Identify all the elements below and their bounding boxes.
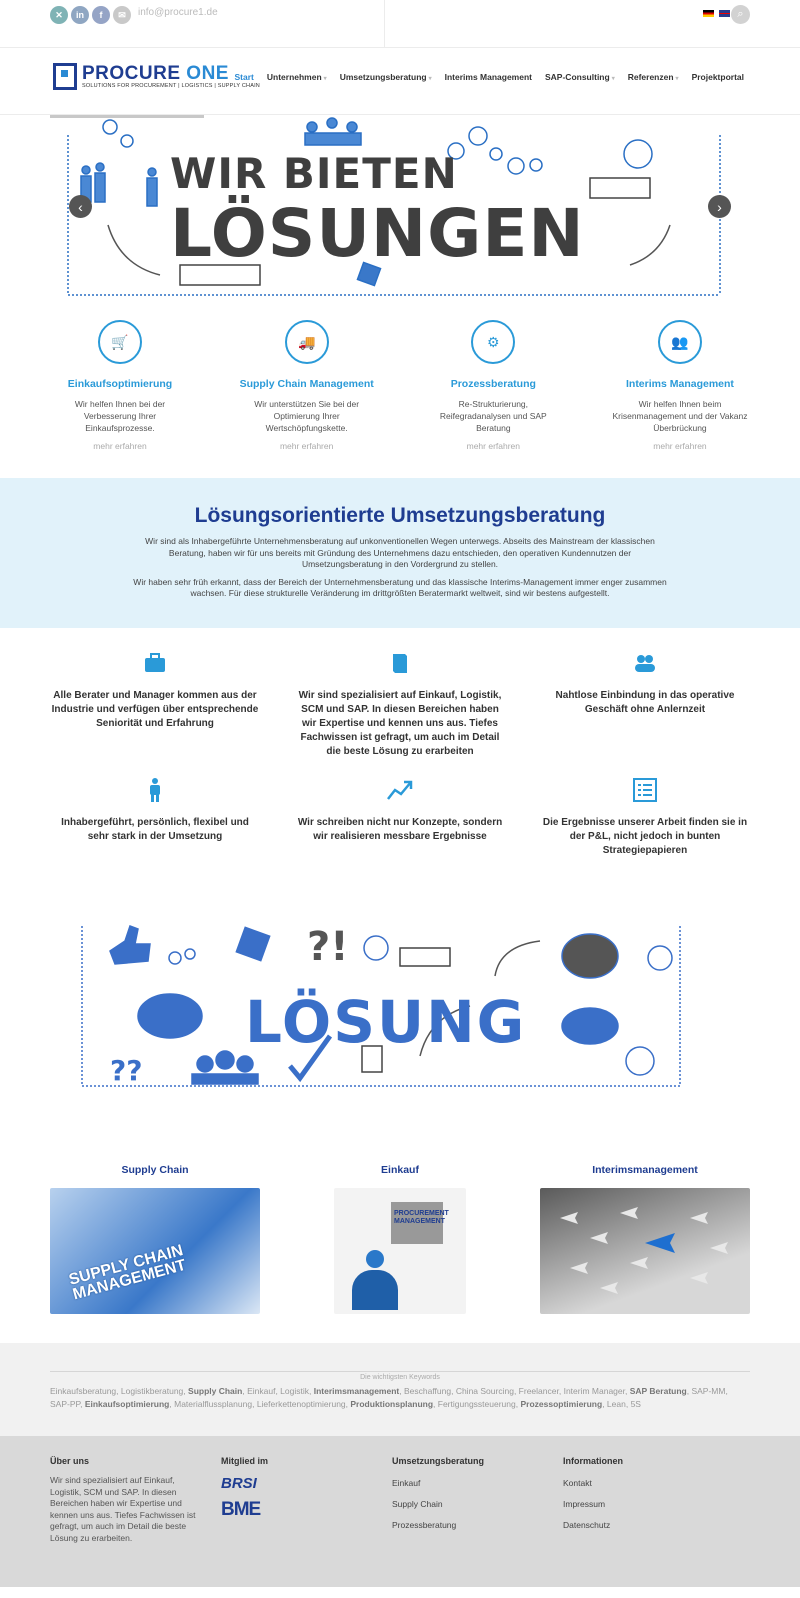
benefit-text: Wir schreiben nicht nur Konzepte, sondern wir realisieren messbare Ergebnisse bbox=[297, 817, 503, 842]
footer-member bbox=[221, 1456, 392, 1544]
solution-illustration bbox=[0, 896, 800, 1136]
solution-illustration-word: LÖSUNG bbox=[245, 988, 527, 1056]
person-body bbox=[352, 1270, 398, 1310]
cart-icon[interactable]: 🛒 bbox=[98, 320, 142, 364]
category-interimsmanagement[interactable] bbox=[540, 1164, 750, 1314]
keyword-link[interactable]: Interimsmanagement bbox=[313, 1386, 400, 1396]
logo-text: PROCURE ONE bbox=[82, 62, 229, 84]
footer-link-impressum[interactable]: Impressum bbox=[563, 1499, 606, 1509]
hero-title-line1: WIR BIETEN bbox=[170, 149, 458, 198]
keyword-link[interactable]: Lieferkettenoptimierung bbox=[256, 1398, 346, 1409]
briefcase-icon bbox=[50, 650, 260, 676]
chevron-down-icon: ▾ bbox=[323, 76, 327, 82]
feature-title[interactable]: Einkaufsoptimierung bbox=[67, 378, 173, 390]
hero-title-line2: LÖSUNGEN bbox=[170, 195, 585, 272]
gears-icon[interactable]: ⚙ bbox=[471, 320, 515, 364]
nav-start[interactable]: Start bbox=[234, 72, 254, 82]
mail-icon[interactable]: ✉ bbox=[113, 6, 131, 24]
footer-consulting-title: Umsetzungsberatung bbox=[392, 1456, 485, 1466]
keywords-section bbox=[0, 1343, 800, 1436]
keyword-link[interactable]: Prozessoptimierung bbox=[520, 1398, 603, 1409]
intro-band bbox=[0, 478, 800, 628]
feature-supply-chain bbox=[237, 320, 377, 451]
features-section bbox=[0, 310, 800, 478]
benefit-item bbox=[50, 777, 260, 858]
search-icon[interactable]: ⌕ bbox=[731, 5, 750, 24]
linkedin-icon[interactable]: in bbox=[71, 6, 89, 24]
bme-logo[interactable]: BME bbox=[221, 1499, 261, 1520]
keyword-link[interactable]: SAP-MM bbox=[691, 1386, 726, 1396]
keyword-link[interactable]: Fertigungssteuerung bbox=[437, 1398, 516, 1409]
keyword-link[interactable]: 5S bbox=[630, 1398, 641, 1409]
feature-title[interactable]: Supply Chain Management bbox=[239, 378, 374, 390]
keywords-heading: Die wichtigsten Keywords bbox=[50, 1366, 750, 1376]
footer-member-title: Mitglied im bbox=[221, 1456, 268, 1466]
team-icon bbox=[540, 650, 750, 676]
feature-desc: Re-Strukturierung, Reifegradanalysen und SAP Beratung bbox=[439, 399, 547, 433]
feature-prozessberatung bbox=[423, 320, 563, 451]
logo[interactable] bbox=[53, 63, 260, 90]
keyword-link[interactable]: Logistik bbox=[280, 1386, 309, 1396]
supply-chain-image[interactable] bbox=[50, 1188, 260, 1314]
footer-about-text: Wir sind spezialisiert auf Einkauf, Logistik, SCM und SAP. In diesen Bereichen haben wir Expertise und kennen uns aus. Tiefes Fachwissen ist gefragt, um auch im Detail die beste Lösung zu erarbeiten. bbox=[50, 1475, 196, 1543]
nav-interims-management[interactable]: Interims Management bbox=[444, 72, 532, 82]
hero-slider bbox=[0, 115, 800, 310]
truck-icon[interactable]: 🚚 bbox=[285, 320, 329, 364]
supply-chain-image-text: SUPPLY CHAIN MANAGEMENT bbox=[67, 1242, 188, 1304]
facebook-icon[interactable]: f bbox=[92, 6, 110, 24]
category-einkauf[interactable] bbox=[334, 1164, 466, 1314]
users-icon[interactable]: 👥 bbox=[658, 320, 702, 364]
keyword-link[interactable]: Logistikberatung bbox=[120, 1386, 184, 1396]
nav-unternehmen[interactable]: Unternehmen ▾ bbox=[266, 72, 327, 82]
chevron-down-icon: ▾ bbox=[611, 76, 615, 82]
keyword-link[interactable]: Einkaufsoptimierung bbox=[84, 1398, 170, 1409]
benefit-text: Inhabergeführt, persönlich, flexibel und sehr stark in der Umsetzung bbox=[61, 817, 249, 842]
trend-icon bbox=[295, 777, 505, 803]
svg-text:?!: ?! bbox=[307, 924, 349, 970]
slider-prev-button[interactable]: ‹ bbox=[69, 195, 92, 218]
footer-info-title: Informationen bbox=[563, 1456, 623, 1466]
category-supply-chain[interactable] bbox=[50, 1164, 260, 1314]
benefits-section bbox=[0, 628, 800, 896]
site-footer bbox=[0, 1436, 800, 1587]
feature-title[interactable]: Interims Management bbox=[625, 378, 734, 390]
feature-desc: Wir helfen Ihnen beim Krisenmanagement und der Vakanz Überbrückung bbox=[612, 399, 748, 433]
intro-paragraph-1: Wir sind als Inhabergeführte Unternehmensberatung auf unkonventionellen Wegen unterwegs. Abseits des Mainstream der klassischen Beratung, haben wir für uns bereits mit Gründung des Unternehmens dazu entschieden, den operativen Kundennutzen der Umsetzungsberatung in den Vordergrund zu stellen. bbox=[145, 536, 655, 569]
benefit-item bbox=[295, 650, 505, 759]
keyword-link[interactable]: Lean bbox=[606, 1398, 626, 1409]
svg-text:??: ?? bbox=[110, 1054, 143, 1087]
fish-swarm-graphic bbox=[540, 1188, 750, 1314]
brsi-logo[interactable]: BRSI bbox=[221, 1475, 257, 1492]
keyword-link[interactable]: SAP Beratung bbox=[629, 1386, 687, 1396]
footer-about-title: Über uns bbox=[50, 1456, 90, 1466]
feature-interims-management bbox=[610, 320, 750, 451]
feature-desc: Wir helfen Ihnen bei der Verbesserung Ihrer Einkaufsprozesse. bbox=[74, 399, 166, 433]
procurement-sign: PROCUREMENT MANAGEMENT bbox=[391, 1202, 443, 1244]
keyword-link[interactable]: Freelancer bbox=[518, 1386, 559, 1396]
feature-more-link[interactable]: mehr erfahren bbox=[466, 441, 520, 451]
english-flag-icon[interactable] bbox=[719, 10, 730, 17]
top-bar bbox=[0, 0, 800, 48]
book-icon bbox=[295, 650, 505, 676]
xing-icon[interactable]: ✕ bbox=[50, 6, 68, 24]
nav-referenzen[interactable]: Referenzen ▾ bbox=[627, 72, 679, 82]
footer-link-datenschutz[interactable]: Datenschutz bbox=[563, 1520, 611, 1530]
keyword-link[interactable]: Materialflussplanung bbox=[174, 1398, 253, 1409]
keyword-link[interactable]: Supply Chain bbox=[188, 1386, 243, 1396]
feature-more-link[interactable]: mehr erfahren bbox=[279, 441, 334, 451]
nav-sap-consulting[interactable]: SAP-Consulting ▾ bbox=[545, 72, 615, 82]
intro-title: Lösungsorientierte Umsetzungsberatung bbox=[194, 504, 606, 527]
email-link[interactable]: info@procure1.de bbox=[138, 6, 218, 18]
keyword-link[interactable]: Einkaufsberatung bbox=[50, 1386, 117, 1396]
nav-projektportal[interactable]: Projektportal bbox=[691, 72, 744, 82]
divider bbox=[384, 0, 385, 48]
feature-more-link[interactable]: mehr erfahren bbox=[653, 441, 707, 451]
logo-mark-icon bbox=[53, 63, 77, 90]
benefit-text: Die Ergebnisse unserer Arbeit finden sie in der P&L, nicht jedoch in bunten Strategiepapieren bbox=[542, 817, 748, 856]
footer-link-kontakt[interactable]: Kontakt bbox=[563, 1478, 592, 1488]
footer-link-supply-chain[interactable]: Supply Chain bbox=[392, 1499, 443, 1509]
chevron-down-icon: ▾ bbox=[675, 76, 679, 82]
feature-einkaufsoptimierung bbox=[50, 320, 190, 451]
footer-link-einkauf[interactable]: Einkauf bbox=[392, 1478, 421, 1488]
person-head bbox=[366, 1250, 384, 1268]
footer-info bbox=[563, 1456, 734, 1544]
chevron-down-icon: ▾ bbox=[428, 76, 432, 82]
german-flag-icon[interactable] bbox=[703, 10, 714, 17]
intro-paragraph-2: Wir haben sehr früh erkannt, dass der Bereich der Unternehmensberatung und das klassische Interims-Management immer enger zusammen wachsen. Für diese strukturelle Veränderung im drittgrößten Beratermarkt weltweit, sind wir bestens aufgestellt. bbox=[133, 576, 667, 598]
footer-about bbox=[50, 1456, 221, 1544]
person-icon bbox=[50, 777, 260, 803]
footer-link-prozessberatung[interactable]: Prozessberatung bbox=[392, 1520, 457, 1530]
benefit-item bbox=[50, 650, 260, 759]
feature-more-link[interactable]: mehr erfahren bbox=[93, 441, 147, 451]
keyword-link[interactable]: Einkauf bbox=[247, 1386, 276, 1396]
nav-umsetzungsberatung[interactable]: Umsetzungsberatung ▾ bbox=[339, 72, 432, 82]
keyword-link[interactable]: Produktionsplanung bbox=[350, 1398, 434, 1409]
category-title[interactable]: Interimsmanagement bbox=[592, 1164, 698, 1176]
benefit-text: Nahtlose Einbindung in das operative Geschäft ohne Anlernzeit bbox=[555, 690, 735, 715]
keyword-link[interactable]: SAP-PP bbox=[50, 1398, 81, 1409]
footer-consulting bbox=[392, 1456, 563, 1544]
keyword-link[interactable]: Beschaffung bbox=[403, 1386, 452, 1396]
site-header bbox=[0, 48, 800, 115]
benefit-item bbox=[540, 650, 750, 759]
list-icon bbox=[540, 777, 750, 803]
procurement-image[interactable] bbox=[334, 1188, 466, 1314]
benefit-text: Wir sind spezialisiert auf Einkauf, Logistik, SCM und SAP. In diesen Bereichen haben wir Expertise und kennen uns aus. Tiefes Fachwissen ist gefragt, um auch im Detail die beste Lösung zu erarbeiten bbox=[298, 690, 502, 757]
benefit-text: Alle Berater und Manager kommen aus der Industrie und verfügen über entsprechende Seniorität und Erfahrung bbox=[51, 690, 259, 729]
category-title[interactable]: Einkauf bbox=[381, 1164, 419, 1176]
logo-tagline: SOLUTIONS FOR PROCUREMENT | LOGISTICS | SUPPLY CHAIN bbox=[82, 82, 260, 89]
social-links bbox=[50, 6, 218, 24]
benefit-item bbox=[540, 777, 750, 858]
keywords-list: Einkaufsberatung, Logistikberatung, Supply Chain, Einkauf, Logistik, Interimsmanagement, Beschaffung, China Sourcing, Freelancer, Interim Manager, SAP Beratung, SAP-MM, SAP-PP, Einkaufsoptimierung, Materialflussplanung, Lieferkettenoptimierung, Produktionsplanung, Fertigungssteuerung, Prozessoptimierung, Lean, 5S bbox=[50, 1386, 728, 1409]
feature-desc: Wir unterstützen Sie bei der Optimierung Ihrer Wertschöpfungskette. bbox=[254, 399, 360, 433]
category-title[interactable]: Supply Chain bbox=[121, 1164, 189, 1176]
keyword-link[interactable]: China Sourcing bbox=[455, 1386, 514, 1396]
keyword-link[interactable]: Interim Manager bbox=[563, 1386, 625, 1396]
language-switcher bbox=[703, 10, 730, 17]
main-nav bbox=[235, 72, 745, 82]
categories-section bbox=[0, 1136, 800, 1343]
interim-management-image[interactable] bbox=[540, 1188, 750, 1314]
benefit-item bbox=[295, 777, 505, 858]
feature-title[interactable]: Prozessberatung bbox=[450, 378, 536, 390]
slider-next-button[interactable]: › bbox=[708, 195, 731, 218]
